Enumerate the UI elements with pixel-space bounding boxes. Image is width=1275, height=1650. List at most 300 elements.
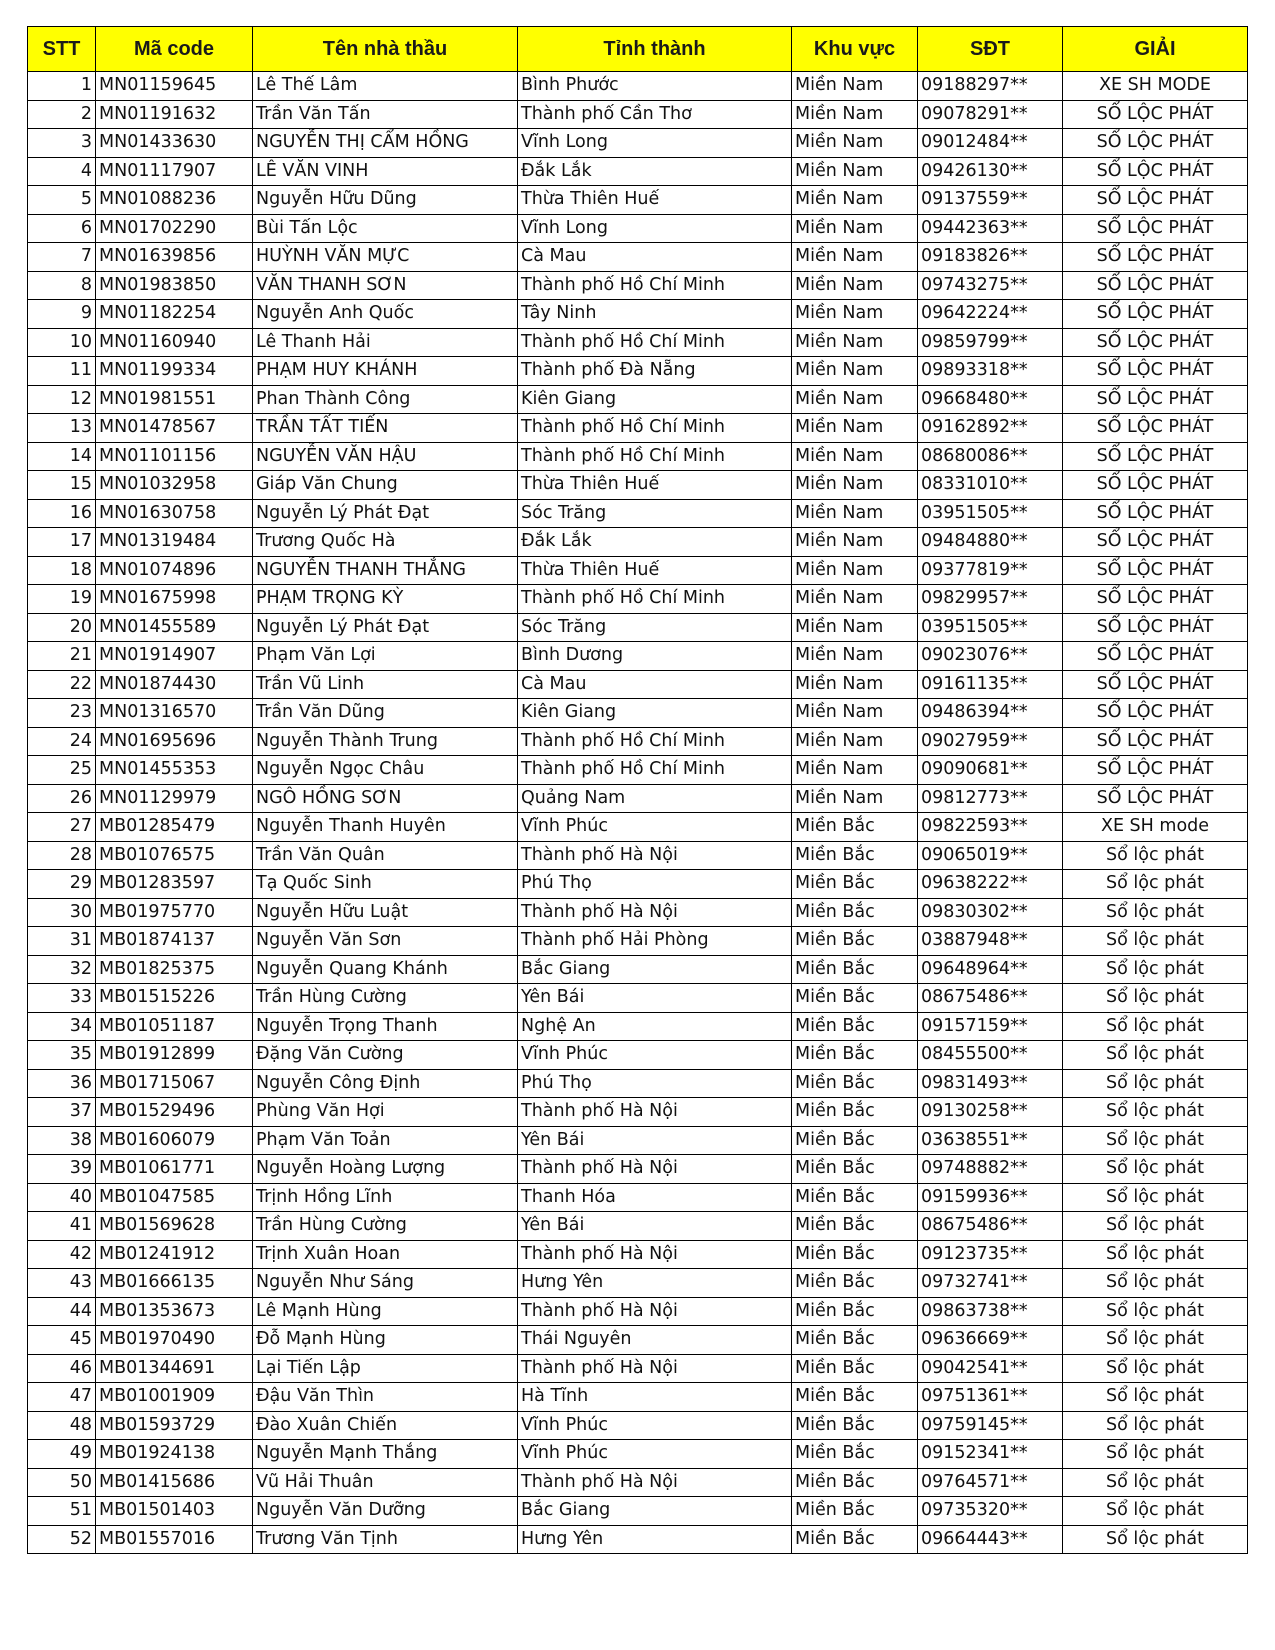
cell-contractor-name: PHẠM HUY KHÁNH: [253, 357, 518, 386]
cell-phone: 09748882**: [918, 1155, 1063, 1184]
cell-contractor-name: Nguyễn Trọng Thanh: [253, 1012, 518, 1041]
cell-region: Miền Nam: [792, 756, 918, 785]
cell-phone: 09159936**: [918, 1183, 1063, 1212]
cell-prize: Sổ lộc phát: [1063, 1411, 1248, 1440]
header-row: [28, 27, 1248, 72]
cell-code: MN01160940: [96, 328, 253, 357]
table-row: [28, 214, 1248, 243]
cell-province: Vĩnh Long: [518, 129, 792, 158]
cell-province: Cà Mau: [518, 243, 792, 272]
cell-code: MN01630758: [96, 499, 253, 528]
cell-prize: Sổ lộc phát: [1063, 1326, 1248, 1355]
cell-region: Miền Bắc: [792, 1155, 918, 1184]
cell-code: MB01415686: [96, 1468, 253, 1497]
cell-region: Miền Nam: [792, 243, 918, 272]
cell-region: Miền Nam: [792, 556, 918, 585]
cell-code: MN01191632: [96, 100, 253, 129]
table-row: [28, 1069, 1248, 1098]
cell-phone: 09638222**: [918, 870, 1063, 899]
cell-region: Miền Nam: [792, 271, 918, 300]
cell-phone: 09137559**: [918, 186, 1063, 215]
cell-region: Miền Bắc: [792, 1240, 918, 1269]
cell-region: Miền Nam: [792, 613, 918, 642]
cell-phone: 09157159**: [918, 1012, 1063, 1041]
cell-province: Kiên Giang: [518, 385, 792, 414]
cell-code: MN01695696: [96, 727, 253, 756]
table-row: [28, 727, 1248, 756]
cell-prize: SỔ LỘC PHÁT: [1063, 328, 1248, 357]
header-region: Khu vực: [792, 27, 918, 72]
cell-province: Vĩnh Phúc: [518, 813, 792, 842]
cell-contractor-name: Lê Thế Lâm: [253, 72, 518, 101]
cell-province: Đắk Lắk: [518, 157, 792, 186]
cell-phone: 09732741**: [918, 1269, 1063, 1298]
table-row: [28, 613, 1248, 642]
cell-code: MN01032958: [96, 471, 253, 500]
cell-prize: SỔ LỘC PHÁT: [1063, 556, 1248, 585]
cell-stt: 11: [28, 357, 96, 386]
cell-stt: 15: [28, 471, 96, 500]
cell-prize: Sổ lộc phát: [1063, 1183, 1248, 1212]
cell-phone: 03951505**: [918, 613, 1063, 642]
cell-prize: SỔ LỘC PHÁT: [1063, 471, 1248, 500]
cell-prize: SỔ LỘC PHÁT: [1063, 214, 1248, 243]
table-row: [28, 898, 1248, 927]
cell-phone: 08680086**: [918, 442, 1063, 471]
cell-code: MN01639856: [96, 243, 253, 272]
cell-code: MN01319484: [96, 528, 253, 557]
cell-stt: 18: [28, 556, 96, 585]
cell-region: Miền Nam: [792, 442, 918, 471]
cell-phone: 09636669**: [918, 1326, 1063, 1355]
cell-contractor-name: Đào Xuân Chiến: [253, 1411, 518, 1440]
cell-province: Phú Thọ: [518, 870, 792, 899]
cell-province: Thành phố Hồ Chí Minh: [518, 585, 792, 614]
cell-region: Miền Bắc: [792, 1440, 918, 1469]
cell-prize: Sổ lộc phát: [1063, 1383, 1248, 1412]
cell-contractor-name: Nguyễn Mạnh Thắng: [253, 1440, 518, 1469]
cell-region: Miền Bắc: [792, 870, 918, 899]
cell-stt: 26: [28, 784, 96, 813]
cell-code: MN01702290: [96, 214, 253, 243]
cell-stt: 51: [28, 1497, 96, 1526]
cell-stt: 21: [28, 642, 96, 671]
cell-stt: 35: [28, 1041, 96, 1070]
cell-prize: Sổ lộc phát: [1063, 1012, 1248, 1041]
cell-code: MB01666135: [96, 1269, 253, 1298]
cell-region: Miền Nam: [792, 214, 918, 243]
cell-province: Thành phố Hồ Chí Minh: [518, 727, 792, 756]
cell-code: MB01569628: [96, 1212, 253, 1241]
cell-prize: Sổ lộc phát: [1063, 1126, 1248, 1155]
cell-stt: 50: [28, 1468, 96, 1497]
cell-phone: 09829957**: [918, 585, 1063, 614]
cell-region: Miền Bắc: [792, 1269, 918, 1298]
cell-phone: 09188297**: [918, 72, 1063, 101]
cell-region: Miền Bắc: [792, 898, 918, 927]
cell-stt: 22: [28, 670, 96, 699]
cell-prize: Sổ lộc phát: [1063, 927, 1248, 956]
cell-code: MN01182254: [96, 300, 253, 329]
cell-prize: SỔ LỘC PHÁT: [1063, 784, 1248, 813]
cell-code: MN01316570: [96, 699, 253, 728]
cell-phone: 09152341**: [918, 1440, 1063, 1469]
table-row: [28, 499, 1248, 528]
cell-province: Nghệ An: [518, 1012, 792, 1041]
cell-province: Tây Ninh: [518, 300, 792, 329]
cell-stt: 32: [28, 955, 96, 984]
cell-code: MN01981551: [96, 385, 253, 414]
cell-stt: 17: [28, 528, 96, 557]
cell-code: MB01501403: [96, 1497, 253, 1526]
cell-prize: Sổ lộc phát: [1063, 870, 1248, 899]
cell-prize: SỔ LỘC PHÁT: [1063, 414, 1248, 443]
header-prize: GIẢI: [1063, 27, 1248, 72]
cell-phone: 09012484**: [918, 129, 1063, 158]
cell-stt: 37: [28, 1098, 96, 1127]
table-row: [28, 243, 1248, 272]
cell-region: Miền Bắc: [792, 1468, 918, 1497]
header-contractor-name: Tên nhà thầu: [253, 27, 518, 72]
cell-phone: 09377819**: [918, 556, 1063, 585]
cell-stt: 25: [28, 756, 96, 785]
cell-province: Thành phố Hà Nội: [518, 1240, 792, 1269]
cell-province: Thừa Thiên Huế: [518, 471, 792, 500]
cell-contractor-name: Lê Thanh Hải: [253, 328, 518, 357]
cell-region: Miền Nam: [792, 528, 918, 557]
table-row: [28, 813, 1248, 842]
cell-province: Hà Tĩnh: [518, 1383, 792, 1412]
cell-stt: 38: [28, 1126, 96, 1155]
cell-code: MB01970490: [96, 1326, 253, 1355]
cell-phone: 09893318**: [918, 357, 1063, 386]
cell-province: Phú Thọ: [518, 1069, 792, 1098]
cell-contractor-name: PHẠM TRỌNG KỲ: [253, 585, 518, 614]
cell-region: Miền Bắc: [792, 955, 918, 984]
cell-province: Thành phố Cần Thơ: [518, 100, 792, 129]
cell-contractor-name: LÊ VĂN VINH: [253, 157, 518, 186]
cell-prize: XE SH mode: [1063, 813, 1248, 842]
cell-stt: 1: [28, 72, 96, 101]
table-row: [28, 72, 1248, 101]
cell-contractor-name: Bùi Tấn Lộc: [253, 214, 518, 243]
cell-code: MN01478567: [96, 414, 253, 443]
cell-phone: 09130258**: [918, 1098, 1063, 1127]
cell-contractor-name: Trần Hùng Cường: [253, 1212, 518, 1241]
cell-region: Miền Nam: [792, 157, 918, 186]
cell-phone: 09648964**: [918, 955, 1063, 984]
cell-phone: 09023076**: [918, 642, 1063, 671]
table-row: [28, 528, 1248, 557]
cell-region: Miền Bắc: [792, 813, 918, 842]
header-province: Tỉnh thành: [518, 27, 792, 72]
cell-phone: 09442363**: [918, 214, 1063, 243]
cell-province: Thành phố Hà Nội: [518, 1155, 792, 1184]
cell-province: Thành phố Hồ Chí Minh: [518, 414, 792, 443]
cell-region: Miền Nam: [792, 100, 918, 129]
cell-prize: SỔ LỘC PHÁT: [1063, 727, 1248, 756]
cell-phone: 09162892**: [918, 414, 1063, 443]
cell-phone: 09668480**: [918, 385, 1063, 414]
cell-contractor-name: Trương Văn Tịnh: [253, 1525, 518, 1554]
cell-stt: 47: [28, 1383, 96, 1412]
cell-prize: SỔ LỘC PHÁT: [1063, 585, 1248, 614]
cell-phone: 09090681**: [918, 756, 1063, 785]
cell-prize: Sổ lộc phát: [1063, 1240, 1248, 1269]
cell-contractor-name: Nguyễn Hữu Dũng: [253, 186, 518, 215]
table-row: [28, 670, 1248, 699]
cell-province: Kiên Giang: [518, 699, 792, 728]
cell-stt: 45: [28, 1326, 96, 1355]
cell-contractor-name: Nguyễn Văn Dưỡng: [253, 1497, 518, 1526]
table-row: [28, 328, 1248, 357]
cell-prize: Sổ lộc phát: [1063, 1269, 1248, 1298]
cell-province: Thành phố Hà Nội: [518, 1297, 792, 1326]
table-row: [28, 870, 1248, 899]
cell-code: MB01076575: [96, 841, 253, 870]
cell-stt: 41: [28, 1212, 96, 1241]
cell-stt: 52: [28, 1525, 96, 1554]
cell-phone: 09123735**: [918, 1240, 1063, 1269]
table-row: [28, 186, 1248, 215]
cell-prize: Sổ lộc phát: [1063, 1297, 1248, 1326]
cell-contractor-name: NGUYỄN VĂN HẬU: [253, 442, 518, 471]
cell-contractor-name: Trần Văn Quân: [253, 841, 518, 870]
cell-stt: 33: [28, 984, 96, 1013]
cell-code: MB01344691: [96, 1354, 253, 1383]
cell-stt: 31: [28, 927, 96, 956]
cell-phone: 09822593**: [918, 813, 1063, 842]
cell-province: Bình Dương: [518, 642, 792, 671]
cell-contractor-name: NGUYỄN THỊ CẨM HỒNG: [253, 129, 518, 158]
cell-region: Miền Bắc: [792, 1069, 918, 1098]
cell-prize: SỔ LỘC PHÁT: [1063, 499, 1248, 528]
cell-code: MN01074896: [96, 556, 253, 585]
cell-code: MB01975770: [96, 898, 253, 927]
cell-code: MB01715067: [96, 1069, 253, 1098]
cell-prize: Sổ lộc phát: [1063, 898, 1248, 927]
cell-prize: Sổ lộc phát: [1063, 1440, 1248, 1469]
cell-province: Thái Nguyên: [518, 1326, 792, 1355]
table-row: [28, 1497, 1248, 1526]
cell-contractor-name: Đậu Văn Thìn: [253, 1383, 518, 1412]
cell-region: Miền Nam: [792, 471, 918, 500]
table-row: [28, 1354, 1248, 1383]
table-row: [28, 1440, 1248, 1469]
cell-code: MN01914907: [96, 642, 253, 671]
cell-stt: 12: [28, 385, 96, 414]
cell-prize: SỔ LỘC PHÁT: [1063, 670, 1248, 699]
cell-phone: 09642224**: [918, 300, 1063, 329]
header-stt: STT: [28, 27, 96, 72]
cell-phone: 09078291**: [918, 100, 1063, 129]
table-row: [28, 271, 1248, 300]
cell-contractor-name: Trịnh Hồng Lĩnh: [253, 1183, 518, 1212]
cell-code: MN01983850: [96, 271, 253, 300]
cell-contractor-name: Vũ Hải Thuân: [253, 1468, 518, 1497]
cell-region: Miền Nam: [792, 300, 918, 329]
header-phone: SĐT: [918, 27, 1063, 72]
table-row: [28, 984, 1248, 1013]
table-row: [28, 1212, 1248, 1241]
cell-region: Miền Bắc: [792, 1183, 918, 1212]
cell-region: Miền Bắc: [792, 1041, 918, 1070]
cell-prize: Sổ lộc phát: [1063, 1497, 1248, 1526]
cell-province: Bình Phước: [518, 72, 792, 101]
cell-contractor-name: Nguyễn Quang Khánh: [253, 955, 518, 984]
cell-contractor-name: Trần Hùng Cường: [253, 984, 518, 1013]
cell-contractor-name: Nguyễn Ngọc Châu: [253, 756, 518, 785]
cell-province: Quảng Nam: [518, 784, 792, 813]
cell-contractor-name: Giáp Văn Chung: [253, 471, 518, 500]
cell-province: Vĩnh Phúc: [518, 1440, 792, 1469]
cell-code: MB01874137: [96, 927, 253, 956]
cell-phone: 09484880**: [918, 528, 1063, 557]
cell-contractor-name: Lại Tiến Lập: [253, 1354, 518, 1383]
cell-region: Miền Bắc: [792, 984, 918, 1013]
cell-stt: 16: [28, 499, 96, 528]
cell-province: Vĩnh Phúc: [518, 1041, 792, 1070]
cell-stt: 28: [28, 841, 96, 870]
cell-code: MB01061771: [96, 1155, 253, 1184]
cell-contractor-name: Lê Mạnh Hùng: [253, 1297, 518, 1326]
cell-phone: 09042541**: [918, 1354, 1063, 1383]
cell-province: Yên Bái: [518, 984, 792, 1013]
cell-region: Miền Bắc: [792, 1326, 918, 1355]
cell-prize: SỔ LỘC PHÁT: [1063, 613, 1248, 642]
cell-region: Miền Bắc: [792, 927, 918, 956]
cell-code: MN01129979: [96, 784, 253, 813]
cell-province: Vĩnh Long: [518, 214, 792, 243]
cell-contractor-name: TRẦN TẤT TIẾN: [253, 414, 518, 443]
cell-province: Thành phố Hải Phòng: [518, 927, 792, 956]
cell-region: Miền Bắc: [792, 1126, 918, 1155]
cell-prize: SỔ LỘC PHÁT: [1063, 100, 1248, 129]
cell-prize: Sổ lộc phát: [1063, 841, 1248, 870]
cell-code: MB01515226: [96, 984, 253, 1013]
cell-province: Thừa Thiên Huế: [518, 556, 792, 585]
cell-stt: 27: [28, 813, 96, 842]
cell-prize: SỔ LỘC PHÁT: [1063, 271, 1248, 300]
table-row: [28, 841, 1248, 870]
cell-prize: Sổ lộc phát: [1063, 1468, 1248, 1497]
cell-stt: 43: [28, 1269, 96, 1298]
cell-contractor-name: Nguyễn Hữu Luật: [253, 898, 518, 927]
winners-table: [27, 26, 1248, 1554]
cell-prize: SỔ LỘC PHÁT: [1063, 300, 1248, 329]
cell-stt: 48: [28, 1411, 96, 1440]
cell-province: Thành phố Hồ Chí Minh: [518, 328, 792, 357]
cell-contractor-name: Nguyễn Văn Sơn: [253, 927, 518, 956]
cell-contractor-name: Nguyễn Thành Trung: [253, 727, 518, 756]
cell-province: Sóc Trăng: [518, 499, 792, 528]
cell-contractor-name: Phạm Văn Toản: [253, 1126, 518, 1155]
cell-province: Yên Bái: [518, 1212, 792, 1241]
cell-code: MB01001909: [96, 1383, 253, 1412]
cell-region: Miền Nam: [792, 328, 918, 357]
cell-contractor-name: Đặng Văn Cường: [253, 1041, 518, 1070]
cell-code: MB01285479: [96, 813, 253, 842]
cell-region: Miền Nam: [792, 186, 918, 215]
cell-prize: Sổ lộc phát: [1063, 984, 1248, 1013]
cell-code: MB01353673: [96, 1297, 253, 1326]
cell-region: Miền Nam: [792, 670, 918, 699]
cell-region: Miền Nam: [792, 585, 918, 614]
table-row: [28, 1468, 1248, 1497]
cell-phone: 03638551**: [918, 1126, 1063, 1155]
cell-contractor-name: Nguyễn Anh Quốc: [253, 300, 518, 329]
cell-region: Miền Bắc: [792, 1098, 918, 1127]
cell-phone: 09830302**: [918, 898, 1063, 927]
cell-prize: Sổ lộc phát: [1063, 955, 1248, 984]
table-row: [28, 100, 1248, 129]
cell-region: Miền Nam: [792, 129, 918, 158]
cell-phone: 09764571**: [918, 1468, 1063, 1497]
cell-code: MN01159645: [96, 72, 253, 101]
cell-province: Hưng Yên: [518, 1269, 792, 1298]
cell-prize: Sổ lộc phát: [1063, 1354, 1248, 1383]
cell-province: Thành phố Hà Nội: [518, 841, 792, 870]
cell-contractor-name: Đỗ Mạnh Hùng: [253, 1326, 518, 1355]
cell-phone: 09027959**: [918, 727, 1063, 756]
cell-code: MB01593729: [96, 1411, 253, 1440]
cell-phone: 09735320**: [918, 1497, 1063, 1526]
cell-phone: 09161135**: [918, 670, 1063, 699]
cell-prize: SỔ LỘC PHÁT: [1063, 756, 1248, 785]
cell-stt: 46: [28, 1354, 96, 1383]
cell-code: MB01557016: [96, 1525, 253, 1554]
cell-code: MN01455589: [96, 613, 253, 642]
cell-code: MB01047585: [96, 1183, 253, 1212]
cell-prize: SỔ LỘC PHÁT: [1063, 129, 1248, 158]
cell-region: Miền Nam: [792, 642, 918, 671]
table-row: [28, 129, 1248, 158]
cell-stt: 20: [28, 613, 96, 642]
cell-region: Miền Nam: [792, 385, 918, 414]
cell-code: MN01675998: [96, 585, 253, 614]
cell-prize: Sổ lộc phát: [1063, 1155, 1248, 1184]
cell-province: Hưng Yên: [518, 1525, 792, 1554]
cell-stt: 2: [28, 100, 96, 129]
cell-region: Miền Bắc: [792, 1411, 918, 1440]
cell-code: MB01825375: [96, 955, 253, 984]
cell-province: Đắk Lắk: [518, 528, 792, 557]
cell-stt: 30: [28, 898, 96, 927]
cell-phone: 09664443**: [918, 1525, 1063, 1554]
table-row: [28, 927, 1248, 956]
table-row: [28, 1155, 1248, 1184]
cell-phone: 09831493**: [918, 1069, 1063, 1098]
cell-prize: Sổ lộc phát: [1063, 1069, 1248, 1098]
cell-province: Thành phố Hà Nội: [518, 1098, 792, 1127]
cell-phone: 09812773**: [918, 784, 1063, 813]
table-row: [28, 385, 1248, 414]
cell-code: MN01117907: [96, 157, 253, 186]
table-row: [28, 1012, 1248, 1041]
cell-phone: 08675486**: [918, 1212, 1063, 1241]
cell-province: Thành phố Hồ Chí Minh: [518, 756, 792, 785]
table-row: [28, 1269, 1248, 1298]
cell-province: Thành phố Đà Nẵng: [518, 357, 792, 386]
cell-province: Sóc Trăng: [518, 613, 792, 642]
cell-stt: 10: [28, 328, 96, 357]
cell-stt: 3: [28, 129, 96, 158]
cell-stt: 34: [28, 1012, 96, 1041]
cell-phone: 09859799**: [918, 328, 1063, 357]
cell-prize: SỔ LỘC PHÁT: [1063, 385, 1248, 414]
cell-contractor-name: Nguyễn Hoàng Lượng: [253, 1155, 518, 1184]
cell-province: Thành phố Hà Nội: [518, 898, 792, 927]
